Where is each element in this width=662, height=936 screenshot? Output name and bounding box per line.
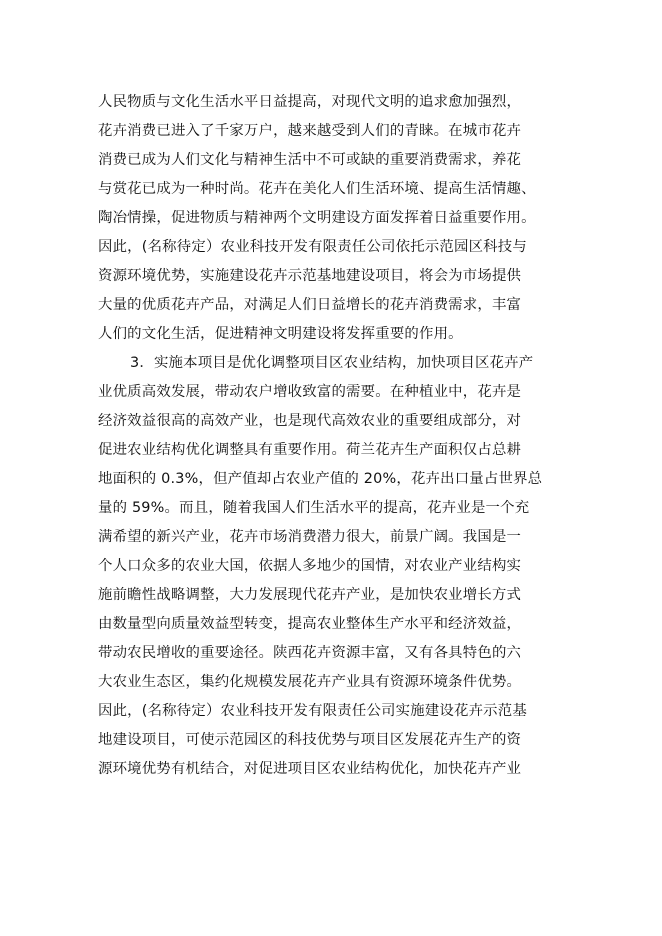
text-line: 满希望的新兴产业，花卉市场消费潜力很大，前景广阔。我国是一 — [98, 529, 522, 545]
text-line: 陶冶情操，促进物质与精神两个文明建设方面发挥着日益重要作用。 — [98, 210, 536, 226]
text-line: 大量的优质花卉产品，对满足人们日益增长的花卉消费需求，丰富 — [98, 297, 522, 313]
text-line: 地面积的 0.3%，但产值却占农业产值的 20%，花卉出口量占世界总 — [98, 471, 543, 487]
text-line: 因此，(名称待定）农业科技开发有限责任公司依托示范园区科技与 — [98, 239, 527, 255]
paragraph-start-line: 3．实施本项目是优化调整项目区农业结构，加快项目区花卉产 — [130, 355, 534, 371]
text-line: 地建设项目，可使示范园区的科技优势与项目区发展花卉生产的资 — [98, 732, 522, 748]
text-line: 因此，(名称待定）农业科技开发有限责任公司实施建设花卉示范基 — [98, 703, 527, 719]
text-line: 业优质高效发展，带动农户增收致富的需要。在种植业中，花卉是 — [98, 384, 522, 400]
text-line: 带动农民增收的重要途径。陕西花卉资源丰富，又有各具特色的六 — [98, 645, 522, 661]
text-line: 促进农业结构优化调整具有重要作用。荷兰花卉生产面积仅占总耕 — [98, 442, 522, 458]
text-line: 由数量型向质量效益型转变，提高农业整体生产水平和经济效益， — [98, 616, 522, 632]
text-line: 个人口众多的农业大国，依据人多地少的国情，对农业产业结构实 — [98, 558, 522, 574]
text-line: 源环境优势有机结合，对促进项目区农业结构优化，加快花卉产业 — [98, 761, 522, 777]
text-line: 人民物质与文化生活水平日益提高，对现代文明的追求愈加强烈， — [98, 94, 522, 110]
text-line: 经济效益很高的高效产业，也是现代高效农业的重要组成部分，对 — [98, 413, 522, 429]
text-line: 花卉消费已进入了千家万户，越来越受到人们的青睐。在城市花卉 — [98, 123, 522, 139]
text-line: 施前瞻性战略调整，大力发展现代花卉产业，是加快农业增长方式 — [98, 587, 522, 603]
text-line: 量的 59%。而且，随着我国人们生活水平的提高，花卉业是一个充 — [98, 500, 530, 516]
text-line: 大农业生态区，集约化规模发展花卉产业具有资源环境条件优势。 — [98, 674, 522, 690]
text-line: 与赏花已成为一种时尚。花卉在美化人们生活环境、提高生活情趣、 — [98, 181, 536, 197]
text-line: 资源环境优势，实施建设花卉示范基地建设项目，将会为市场提供 — [98, 268, 522, 284]
text-line: 消费已成为人们文化与精神生活中不可或缺的重要消费需求，养花 — [98, 152, 522, 168]
text-line: 人们的文化生活，促进精神文明建设将发挥重要的作用。 — [98, 326, 463, 342]
